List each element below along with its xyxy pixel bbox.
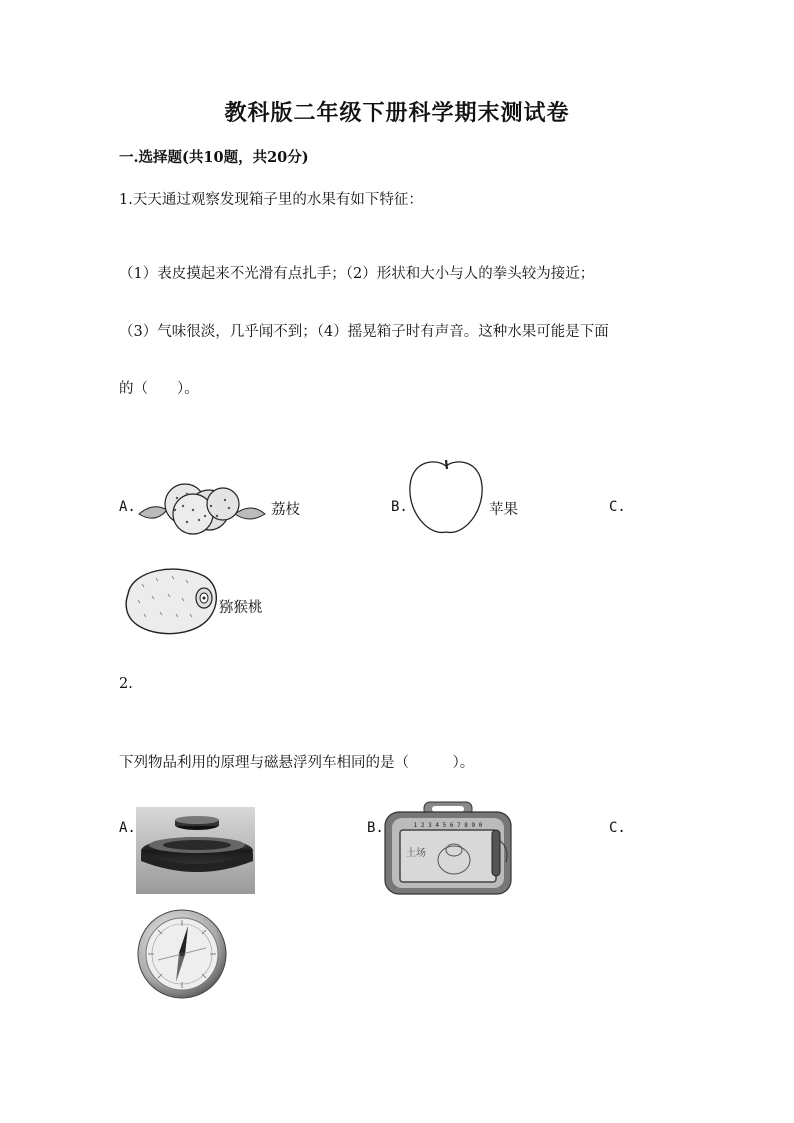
q1-option-a-caption: 荔枝 xyxy=(271,502,300,518)
board-number-strip: 1 2 3 4 5 6 7 8 9 0 xyxy=(413,822,483,829)
board-scribble: 土场 xyxy=(406,848,426,859)
kiwi-image xyxy=(122,564,222,638)
maglev-levitation-image xyxy=(136,807,255,894)
page-title: 教科版二年级下册科学期末测试卷 xyxy=(224,100,570,126)
q1-option-b-letter[interactable]: B. xyxy=(391,499,408,515)
q2-number: 2. xyxy=(119,676,133,692)
q1-option-b-caption: 苹果 xyxy=(489,502,518,518)
q1-line-3: 的（ ）。 xyxy=(119,381,199,397)
q1-stem: 1.天天通过观察发现箱子里的水果有如下特征： xyxy=(119,192,423,208)
magnetic-drawing-board-image xyxy=(382,800,514,896)
q2-option-a-letter[interactable]: A. xyxy=(119,820,136,836)
compass-image xyxy=(136,908,228,1000)
q2-option-b-letter[interactable]: B. xyxy=(367,820,384,836)
q1-option-c-caption: 猕猴桃 xyxy=(219,600,263,616)
q1-option-c-letter[interactable]: C. xyxy=(609,499,626,515)
q2-option-c-letter[interactable]: C. xyxy=(609,820,626,836)
q1-line-2: （3）气味很淡，几乎闻不到；（4）摇晃箱子时有声音。这种水果可能是下面 xyxy=(119,324,609,340)
q2-stem: 下列物品利用的原理与磁悬浮列车相同的是（ ）。 xyxy=(119,755,475,771)
lychee-image xyxy=(137,480,267,536)
section-heading: 一.选择题(共10题，共20分) xyxy=(119,149,309,166)
q1-option-a-letter[interactable]: A. xyxy=(119,499,136,515)
q1-line-1: （1）表皮摸起来不光滑有点扎手；（2）形状和大小与人的拳头较为接近； xyxy=(119,266,595,282)
apple-image xyxy=(406,456,486,538)
